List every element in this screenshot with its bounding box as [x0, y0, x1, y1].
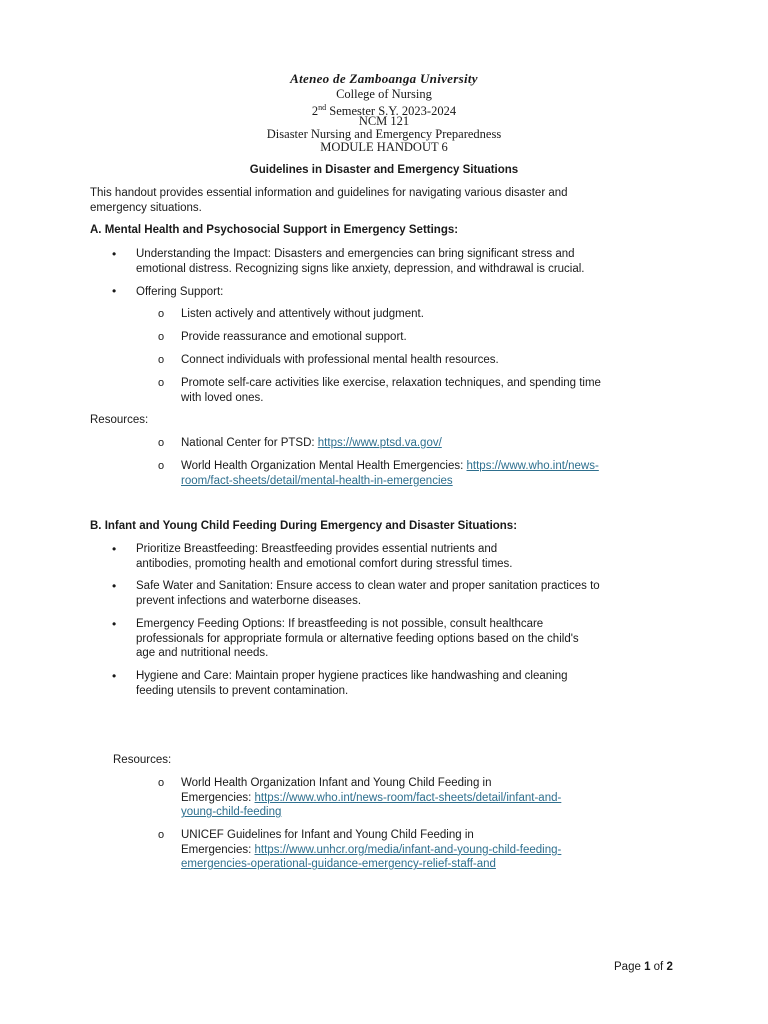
- who-infant-feeding-link-cont[interactable]: young-child-feeding: [181, 806, 282, 819]
- bullet-icon: •: [112, 579, 117, 593]
- college-name: College of Nursing: [336, 87, 432, 101]
- who-infant-feeding-link[interactable]: https://www.who.int/news-room/fact-sheets/detail/infant-and-: [254, 791, 562, 804]
- resource-item: National Center for PTSD: https://www.ptsd.va.gov/: [181, 437, 442, 449]
- bullet-icon: •: [112, 284, 117, 298]
- list-item: Provide reassurance and emotional support.: [181, 331, 407, 343]
- sub-bullet-icon: o: [158, 460, 165, 472]
- ptsd-link[interactable]: https://www.ptsd.va.gov/: [317, 437, 442, 449]
- list-item: Prioritize Breastfeeding: Breastfeeding provides essential nutrients and antibodies, promoting health and emotional comfort during stressful times.: [136, 543, 513, 570]
- resource-item: UNICEF Guidelines for Infant and Young Child Feeding in Emergencies: https://www.unhcr.org/media/infant-and-young-child-feeding- emergencies-operational-guidance-emergency-relief-staff-and: [181, 829, 562, 871]
- module-label: MODULE HANDOUT 6: [320, 140, 448, 154]
- university-name: Ateneo de Zamboanga University: [290, 71, 478, 86]
- sub-bullet-icon: o: [158, 377, 165, 389]
- unicef-feeding-link[interactable]: https://www.unhcr.org/media/infant-and-young-child-feeding-: [254, 843, 562, 856]
- list-item: Listen actively and attentively without judgment.: [181, 308, 424, 320]
- bullet-icon: •: [112, 247, 117, 261]
- sub-bullet-icon: o: [158, 354, 165, 366]
- sub-bullet-icon: o: [158, 331, 165, 343]
- who-mental-health-link-cont[interactable]: room/fact-sheets/detail/mental-health-in-emergencies: [181, 474, 453, 487]
- list-item: Offering Support:: [136, 286, 224, 298]
- section-b-heading: B. Infant and Young Child Feeding During Emergency and Disaster Situations:: [90, 520, 518, 532]
- bullet-icon: •: [112, 617, 117, 631]
- resources-label: Resources:: [113, 754, 172, 766]
- list-item: Emergency Feeding Options: If breastfeeding is not possible, consult healthcare professionals for appropriate formula or alternative feeding options based on the child's age and nutritional needs.: [136, 618, 579, 660]
- list-item: Safe Water and Sanitation: Ensure access to clean water and proper sanitation practices to prevent infections and waterborne diseases.: [136, 580, 600, 607]
- unicef-feeding-link-cont[interactable]: emergencies-operational-guidance-emergency-relief-staff-and: [181, 858, 496, 871]
- course-title: Disaster Nursing and Emergency Preparedness: [266, 127, 502, 141]
- resource-item: World Health Organization Infant and Young Child Feeding in Emergencies: https://www.who.int/news-room/fact-sheets/detail/infant-and- young-child-feeding: [181, 777, 562, 819]
- who-mental-health-link[interactable]: https://www.who.int/news-: [466, 460, 599, 472]
- intro-paragraph: This handout provides essential information and guidelines for navigating various disaster and emergency situations.: [90, 187, 568, 214]
- section-a-heading: A. Mental Health and Psychosocial Support in Emergency Settings:: [90, 224, 459, 236]
- sub-bullet-icon: o: [158, 437, 165, 449]
- course-code: NCM 121: [358, 114, 410, 128]
- handout-title: Guidelines in Disaster and Emergency Situations: [249, 164, 519, 176]
- semester-line: 2nd Semester S.Y. 2023-2024: [311, 103, 457, 119]
- list-item: Connect individuals with professional mental health resources.: [181, 354, 499, 366]
- page-number: Page 1 of 2: [614, 961, 673, 973]
- list-item: Hygiene and Care: Maintain proper hygiene practices like handwashing and cleaning feeding utensils to prevent contamination.: [136, 670, 568, 697]
- list-item: Promote self-care activities like exercise, relaxation techniques, and spending time with loved ones.: [181, 377, 601, 404]
- resource-item: World Health Organization Mental Health Emergencies: https://www.who.int/news- room/fact-sheets/detail/mental-health-in-emergencies: [181, 460, 599, 487]
- sub-bullet-icon: o: [158, 308, 165, 320]
- bullet-icon: •: [112, 669, 117, 683]
- sub-bullet-icon: o: [158, 777, 165, 789]
- sub-bullet-icon: o: [158, 829, 165, 841]
- resources-label: Resources:: [90, 414, 149, 426]
- list-item: Understanding the Impact: Disasters and emergencies can bring significant stress and emotional distress. Recognizing signs like anxiety, depression, and withdrawal is crucial.: [136, 248, 585, 275]
- bullet-icon: •: [112, 542, 117, 556]
